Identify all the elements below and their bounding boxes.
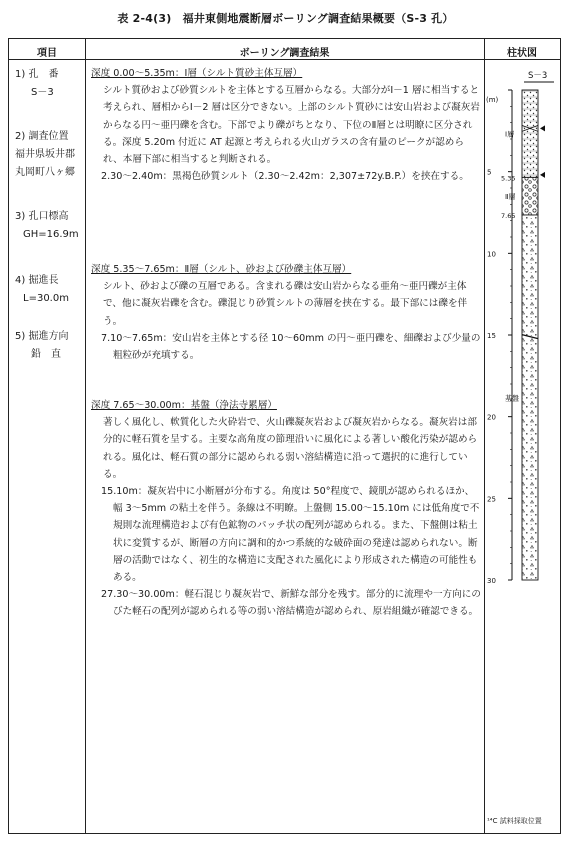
section-heading: 深度 7.65～30.00m：基盤（浄法寺累層） (91, 400, 277, 411)
depth-axis (487, 90, 515, 585)
location-value: 福井県坂井郡 (15, 149, 75, 160)
depth-tick-label: 25 (487, 495, 496, 504)
depth-tick-label: 30 (487, 577, 496, 585)
section-note: 2.30～2.40m：黒褐色砂質シルト（2.30～2.42m：2,307±72y.B.P.）を挟在する。 (101, 171, 469, 183)
section-note: 27.30～30.00m：軽石混じり凝灰岩で、新鮮な部分を残す。部分的に流理や一方向にのびた軽石の配列が認められる等の弱い溶結構造が認められ、原岩組織が確認できる。 (101, 589, 481, 618)
direction-value: 鉛 直 (31, 349, 61, 360)
direction-label: 5) 掘進方向 (15, 331, 69, 342)
elevation-label: 3) 孔口標高 (15, 211, 69, 222)
c14-sample-marker (540, 125, 545, 131)
location-label: 2) 調査位置 (15, 131, 69, 142)
section-paragraph: シルト、砂および礫の互層である。含まれる礫は安山岩からなる亜角～亜円礫が主体で、他に凝灰岩礫を含む。礫混じり砂質シルトの薄層を挟在する。最下部には礫を伴う。 (103, 281, 468, 327)
section-layer-1 (91, 65, 483, 185)
footnote: ¹⁴C 試料採取位置 (487, 817, 542, 825)
hole-number-value: S－3 (31, 87, 54, 98)
stratum-label: Ⅱ層 (505, 193, 516, 202)
boundary-depth-label: 7.65 (501, 211, 516, 220)
section-paragraph: 著しく風化し、軟質化した火砕岩で、火山礫凝灰岩および凝灰岩からなる。凝灰岩は部分的に軽石質を呈する。主要な高角度の節理沿いに風化による著しい酸化汚染が認められる。風化は、軽石質の部分に認められる弱い溶結構造に沿って選択的に進行している。 (103, 417, 478, 480)
stratum-silt (522, 90, 538, 177)
column-divider (85, 39, 86, 833)
depth-tick-label: 20 (487, 413, 496, 422)
item-header: 項目 (37, 48, 57, 59)
section-heading: 深度 5.35～7.65m：Ⅱ層（シルト、砂および砂礫主体互層） (91, 264, 352, 275)
section-note: 15.10m：凝灰岩中に小断層が分布する。角度は 50°程度で、鏡肌が認められるほか、幅 3～5mm の粘土を伴う。条線は不明瞭。上盤側 15.00～15.10m には低角度で不規則な流理構造および有色鉱物のパッチ状の配列が認められる。また、下盤側は粘土状に変質するが、断層の方向に調和的かつ系統的な破砕面の発達は認められない。断層の活動ではなく、初生的な構造に支配された風化により形成された構造の可能性もある。 (101, 486, 480, 584)
section-basement (91, 397, 483, 621)
page-title: 表 2-4(3) 福井東側地震断層ボーリング調査結果概要（S-3 孔） (117, 12, 454, 25)
boundary-depth-label: 5.35 (501, 174, 516, 183)
section-note: 7.10～7.65m：安山岩を主体とする径 10～60mm の円～亜円礫を、細礫および少量の粗粒砂が充填する。 (101, 332, 481, 362)
boring-log-column (484, 40, 560, 800)
depth-tick-label: 10 (487, 250, 496, 259)
depth-tick-label: 15 (487, 332, 496, 340)
section-paragraph: シルト質砂および砂質シルトを主体とする互層からなる。大部分がⅠ－1 層に相当すると考えられ、層相からⅠ－2 層は区分できない。上部のシルト質砂には安山岩および凝灰岩からなる円～亜円礫を含む。下部でより礫がちとなり、下位のⅡ層とは明瞭に区分される。深度 5.20m 付近に AT 起源と考えられる火山ガラスの含有量のピークが認められ、本層下部に相当すると判断される。 (103, 85, 480, 166)
stratum-label: Ⅰ層 (505, 130, 515, 139)
results-header: ボーリング調査結果 (239, 48, 330, 59)
header-divider (9, 59, 560, 60)
column-header: 柱状図 (507, 48, 537, 59)
depth-unit: (m) (486, 96, 499, 104)
elevation-value: GH=16.9m (23, 229, 79, 240)
stratum-gravel (522, 177, 538, 215)
c14-sample-marker (540, 172, 545, 178)
hole-label: S－3 (528, 71, 548, 81)
result-table (8, 38, 561, 834)
stratum-label: 基盤 (505, 394, 519, 403)
location-value-2: 丸岡町八ヶ郷 (15, 167, 75, 178)
boring-log-svg (484, 40, 560, 800)
section-heading: 深度 0.00～5.35m：Ⅰ層（シルト質砂主体互層） (91, 68, 303, 79)
length-label: 4) 掘進長 (15, 275, 59, 286)
depth-tick-label: 5 (487, 168, 492, 177)
stratum-tuff (522, 215, 538, 580)
hole-number-label: 1) 孔 番 (15, 69, 59, 80)
section-layer-2 (91, 261, 483, 364)
length-value: L=30.0m (23, 293, 69, 304)
